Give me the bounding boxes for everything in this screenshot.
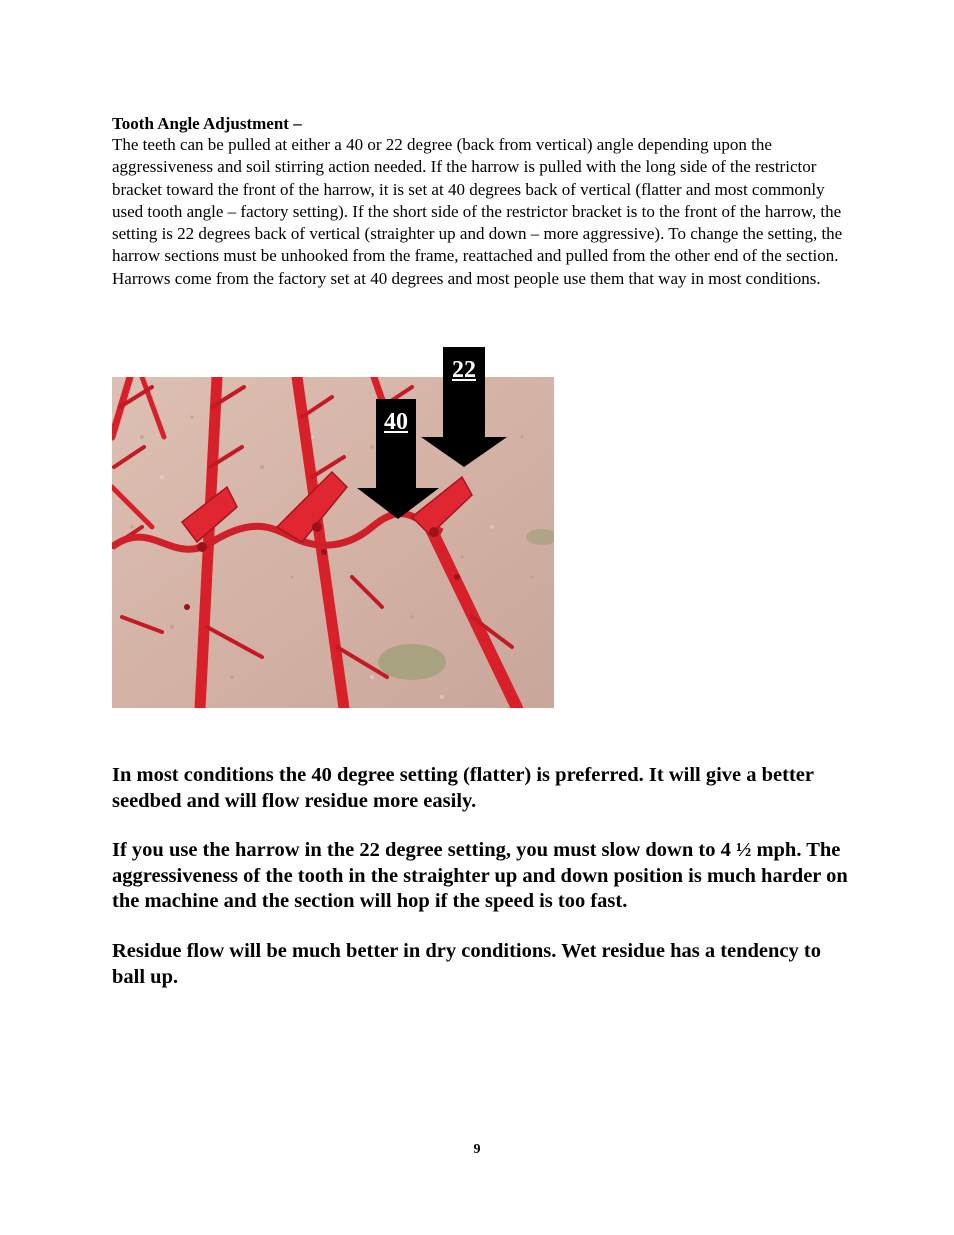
arrow-22-label: 22	[443, 347, 485, 437]
arrow-40-head	[357, 488, 439, 519]
note-residue-flow: Residue flow will be much better in dry conditions. Wet residue has a tendency to ball up.	[112, 940, 821, 988]
arrow-22-head	[421, 437, 507, 467]
note-22-degree: If you use the harrow in the 22 degree setting, you must slow down to 4 ½ mph. The aggressiveness of the tooth in the straighter up and down position is much harder on the machine and the section will hop if the speed is too fast.	[112, 839, 848, 912]
page-number: 9	[473, 1142, 481, 1157]
note-40-degree: In most conditions the 40 degree setting (flatter) is preferred. It will give a better seedbed and will flow residue more easily.	[112, 764, 814, 812]
arrow-40-label: 40	[376, 399, 416, 488]
section-heading: Tooth Angle Adjustment –	[112, 114, 302, 133]
intro-paragraph: The teeth can be pulled at either a 40 or 22 degree (back from vertical) angle depending upon the aggressiveness and soil stirring action needed. If the harrow is pulled with the long side of the restrictor bracket toward the front of the harrow, it is set at 40 degrees back of vertical (flatter and most commonly used tooth angle – factory setting). If the short side of the restrictor bracket is to the front of the harrow, the setting is 22 degrees back of vertical (straighter up and down – more aggressive). To change the setting, the harrow sections must be unhooked from the frame, reattached and pulled from the other end of the section. Harrows come from the factory set at 40 degrees and most people use them that way in most conditions.	[112, 135, 843, 288]
arrow-22-indicator	[421, 347, 507, 467]
